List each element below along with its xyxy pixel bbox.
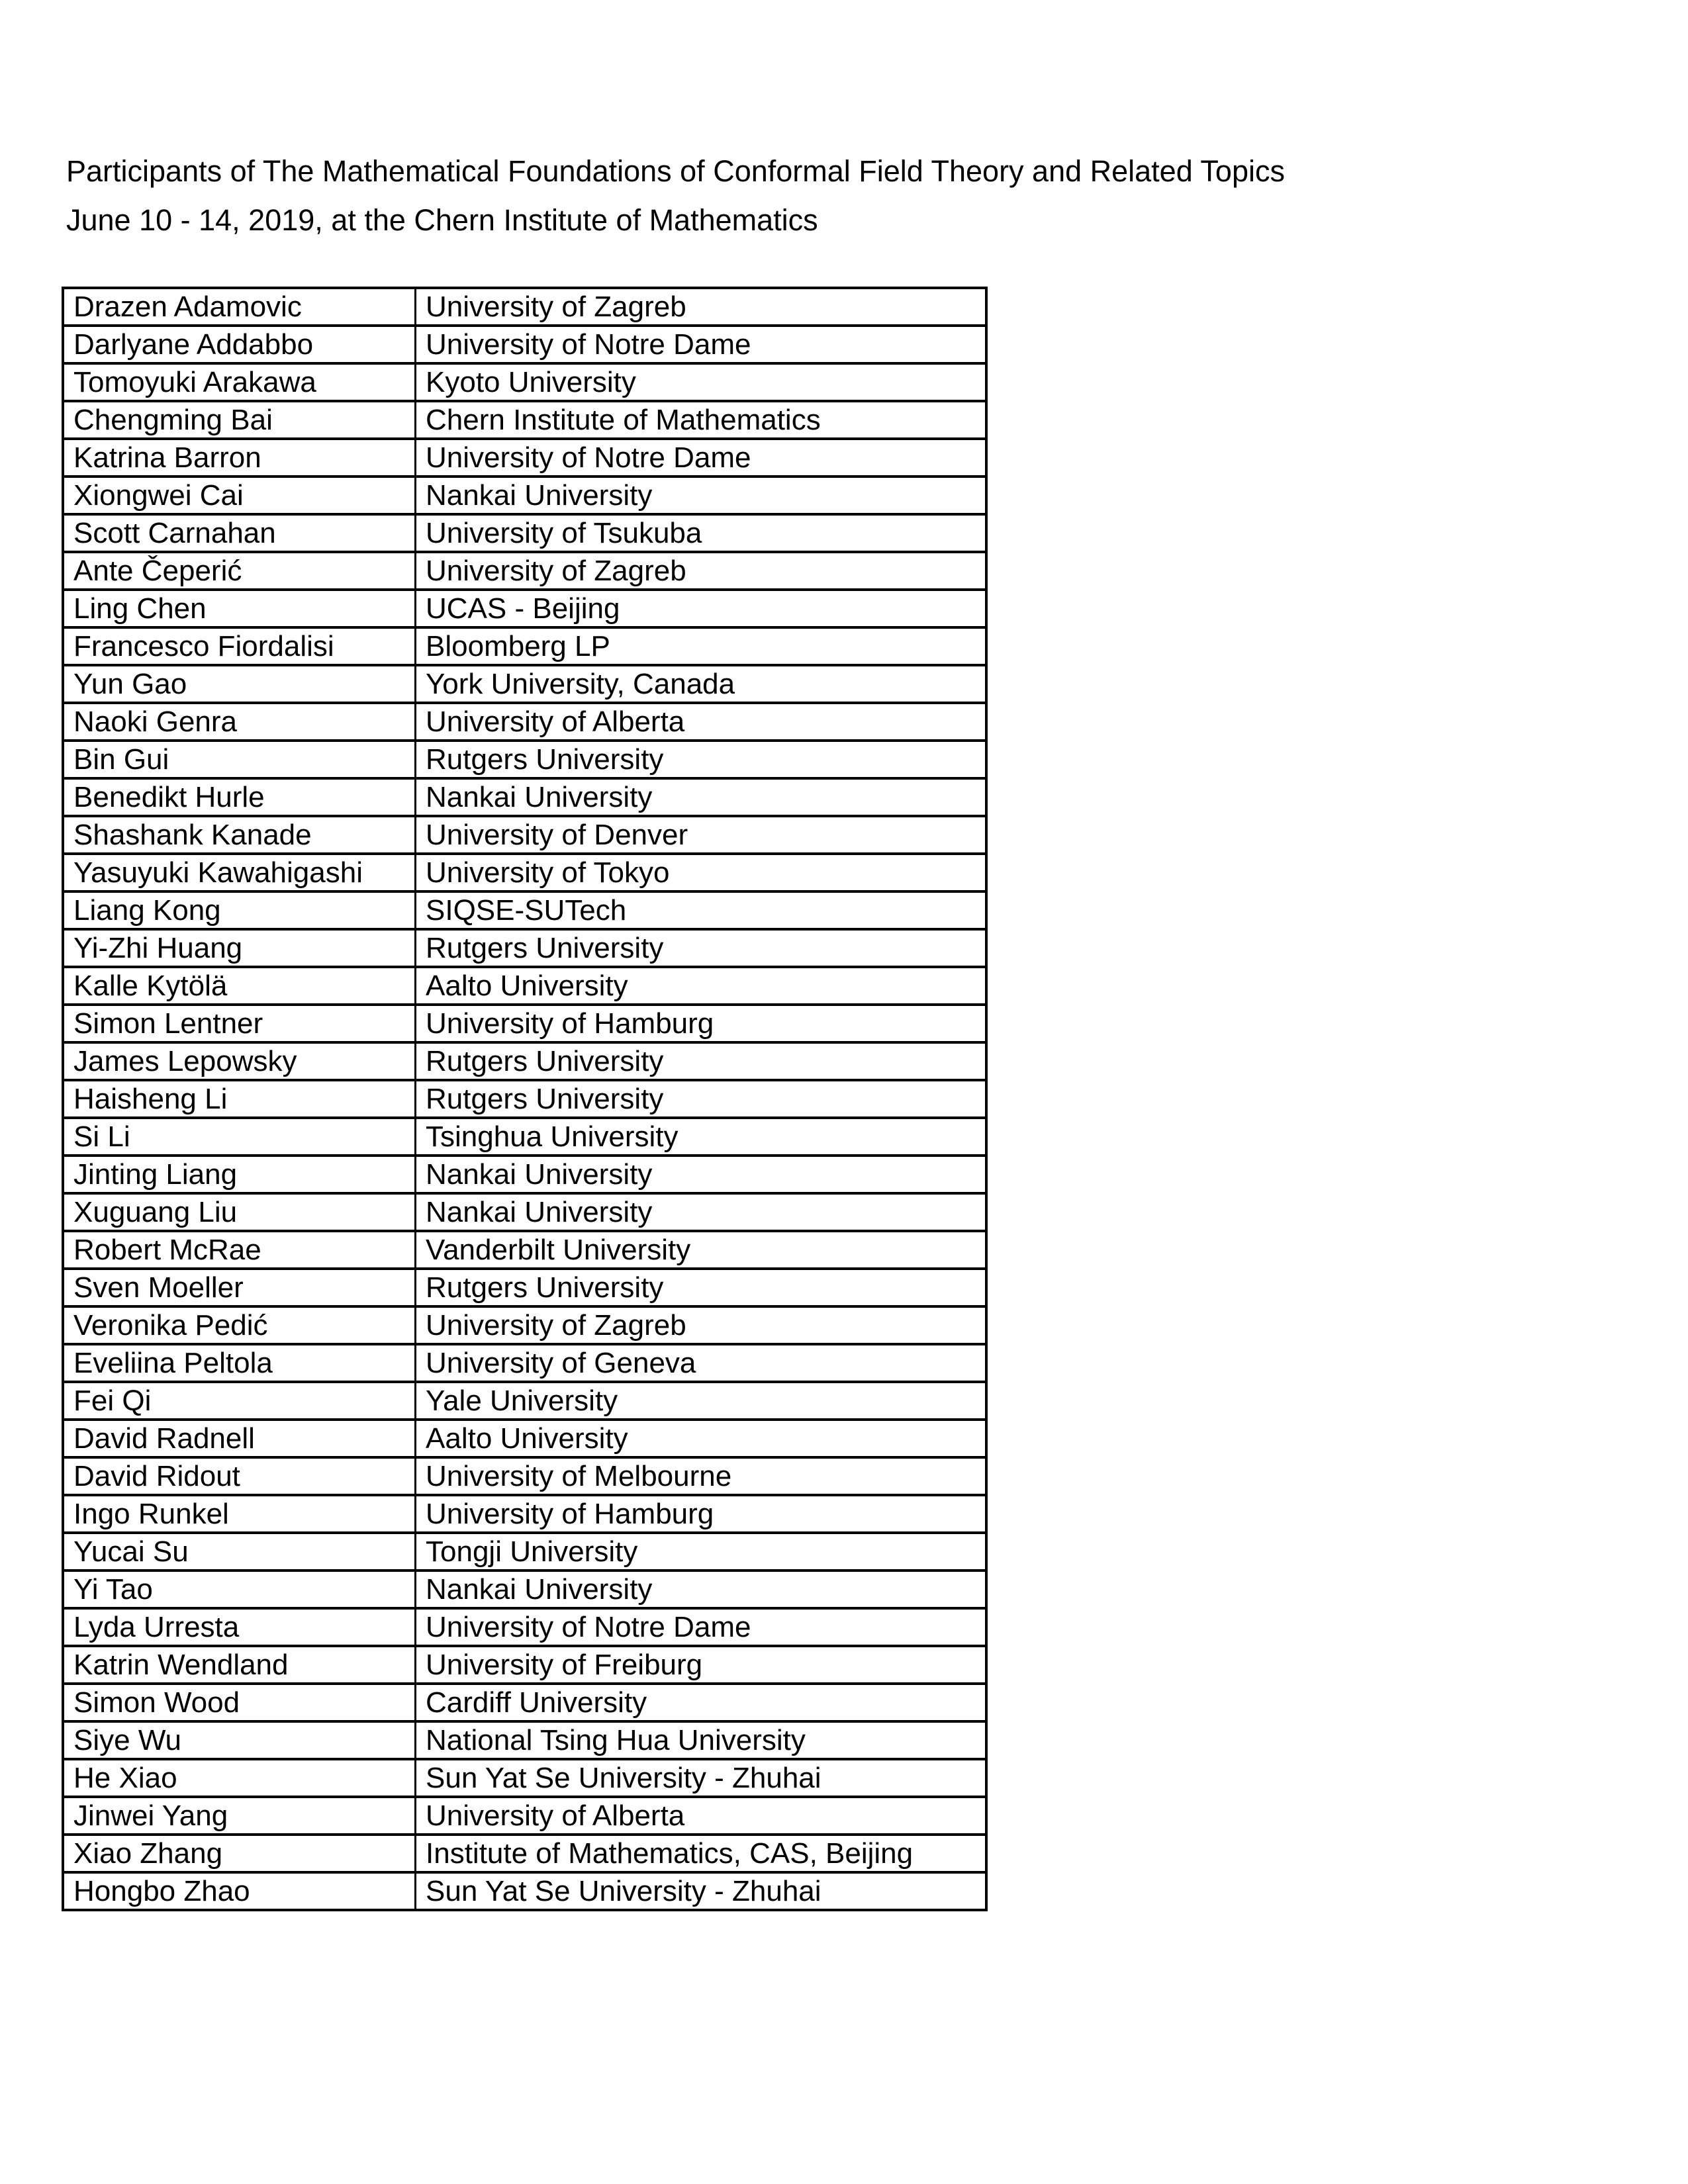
table-row [63, 514, 986, 552]
participant-name-cell: Ante Čeperić [63, 552, 416, 590]
table-row [63, 854, 986, 891]
table-row [63, 1005, 986, 1042]
table-row [63, 1193, 986, 1231]
participant-name-cell: Haisheng Li [63, 1080, 416, 1118]
table-row [63, 891, 986, 929]
participant-name-cell: Ingo Runkel [63, 1495, 416, 1533]
participant-affiliation-cell: UCAS - Beijing [416, 590, 987, 627]
participant-name-cell: Tomoyuki Arakawa [63, 363, 416, 401]
table-row [63, 288, 986, 326]
participant-name-cell: Yun Gao [63, 665, 416, 703]
participant-affiliation-cell: Rutgers University [416, 1042, 987, 1080]
participant-name-cell: Siye Wu [63, 1721, 416, 1759]
participant-name-cell: Robert McRae [63, 1231, 416, 1269]
participant-name-cell: Chengming Bai [63, 401, 416, 439]
table-row [63, 1646, 986, 1684]
table-row [63, 1042, 986, 1080]
participant-affiliation-cell: Sun Yat Se University - Zhuhai [416, 1759, 987, 1797]
participant-name-cell: Yucai Su [63, 1533, 416, 1570]
table-row [63, 1608, 986, 1646]
participant-name-cell: Xuguang Liu [63, 1193, 416, 1231]
table-row [63, 1835, 986, 1872]
participant-affiliation-cell: University of Zagreb [416, 288, 987, 326]
participant-name-cell: David Radnell [63, 1420, 416, 1457]
table-row [63, 439, 986, 477]
participant-name-cell: Yasuyuki Kawahigashi [63, 854, 416, 891]
participant-name-cell: Jinwei Yang [63, 1797, 416, 1835]
participant-affiliation-cell: Rutgers University [416, 929, 987, 967]
participant-name-cell: Sven Moeller [63, 1269, 416, 1306]
participant-affiliation-cell: University of Notre Dame [416, 326, 987, 363]
table-row [63, 627, 986, 665]
participant-name-cell: Hongbo Zhao [63, 1872, 416, 1910]
page-title [66, 147, 1285, 245]
participants-table-body [63, 288, 986, 1910]
table-row [63, 1080, 986, 1118]
participant-affiliation-cell: University of Freiburg [416, 1646, 987, 1684]
table-row [63, 1570, 986, 1608]
participant-name-cell: Katrin Wendland [63, 1646, 416, 1684]
table-row [63, 816, 986, 854]
participant-affiliation-cell: Rutgers University [416, 741, 987, 778]
participant-name-cell: He Xiao [63, 1759, 416, 1797]
participant-affiliation-cell: Aalto University [416, 967, 987, 1005]
participant-name-cell: Shashank Kanade [63, 816, 416, 854]
table-row [63, 1420, 986, 1457]
participant-affiliation-cell: Tongji University [416, 1533, 987, 1570]
participant-affiliation-cell: Institute of Mathematics, CAS, Beijing [416, 1835, 987, 1872]
participant-name-cell: Francesco Fiordalisi [63, 627, 416, 665]
participant-name-cell: Simon Lentner [63, 1005, 416, 1042]
participants-table [62, 287, 988, 1911]
participant-name-cell: James Lepowsky [63, 1042, 416, 1080]
participant-affiliation-cell: University of Zagreb [416, 552, 987, 590]
participant-name-cell: Scott Carnahan [63, 514, 416, 552]
table-row [63, 778, 986, 816]
participant-name-cell: Lyda Urresta [63, 1608, 416, 1646]
table-row [63, 1344, 986, 1382]
participant-name-cell: Fei Qi [63, 1382, 416, 1420]
participant-affiliation-cell: University of Notre Dame [416, 1608, 987, 1646]
table-row [63, 363, 986, 401]
participant-affiliation-cell: Nankai University [416, 1570, 987, 1608]
participant-affiliation-cell: York University, Canada [416, 665, 987, 703]
participant-name-cell: Benedikt Hurle [63, 778, 416, 816]
participant-name-cell: Kalle Kytölä [63, 967, 416, 1005]
participant-affiliation-cell: University of Tsukuba [416, 514, 987, 552]
table-row [63, 1533, 986, 1570]
table-row [63, 1872, 986, 1910]
participant-name-cell: Si Li [63, 1118, 416, 1156]
participant-name-cell: Darlyane Addabbo [63, 326, 416, 363]
participant-name-cell: Xiao Zhang [63, 1835, 416, 1872]
participant-affiliation-cell: Chern Institute of Mathematics [416, 401, 987, 439]
participant-affiliation-cell: Nankai University [416, 477, 987, 514]
table-row [63, 552, 986, 590]
table-row [63, 703, 986, 741]
participant-affiliation-cell: University of Alberta [416, 703, 987, 741]
table-row [63, 1495, 986, 1533]
participant-name-cell: Jinting Liang [63, 1156, 416, 1193]
table-row [63, 1231, 986, 1269]
participant-name-cell: Xiongwei Cai [63, 477, 416, 514]
participant-affiliation-cell: Aalto University [416, 1420, 987, 1457]
participant-name-cell: Katrina Barron [63, 439, 416, 477]
participant-affiliation-cell: Tsinghua University [416, 1118, 987, 1156]
participant-name-cell: Yi-Zhi Huang [63, 929, 416, 967]
participant-affiliation-cell: SIQSE-SUTech [416, 891, 987, 929]
table-row [63, 401, 986, 439]
participant-affiliation-cell: Nankai University [416, 1193, 987, 1231]
participant-affiliation-cell: University of Zagreb [416, 1306, 987, 1344]
table-row [63, 1457, 986, 1495]
participant-name-cell: Bin Gui [63, 741, 416, 778]
table-row [63, 1759, 986, 1797]
page-title-line1: Participants of The Mathematical Foundations of Conformal Field Theory and Related Topics [66, 154, 1285, 188]
participant-affiliation-cell: University of Hamburg [416, 1495, 987, 1533]
participant-affiliation-cell: Sun Yat Se University - Zhuhai [416, 1872, 987, 1910]
participant-affiliation-cell: Rutgers University [416, 1080, 987, 1118]
table-row [63, 590, 986, 627]
table-row [63, 1684, 986, 1721]
participant-affiliation-cell: National Tsing Hua University [416, 1721, 987, 1759]
participant-affiliation-cell: University of Melbourne [416, 1457, 987, 1495]
participant-affiliation-cell: Nankai University [416, 778, 987, 816]
table-row [63, 1721, 986, 1759]
participant-affiliation-cell: University of Geneva [416, 1344, 987, 1382]
participant-name-cell: Veronika Pedić [63, 1306, 416, 1344]
participant-affiliation-cell: Bloomberg LP [416, 627, 987, 665]
table-row [63, 1797, 986, 1835]
participant-affiliation-cell: University of Notre Dame [416, 439, 987, 477]
table-row [63, 1156, 986, 1193]
table-row [63, 741, 986, 778]
participant-affiliation-cell: University of Denver [416, 816, 987, 854]
participant-name-cell: Simon Wood [63, 1684, 416, 1721]
table-row [63, 1306, 986, 1344]
participant-name-cell: Yi Tao [63, 1570, 416, 1608]
participant-name-cell: Ling Chen [63, 590, 416, 627]
participant-name-cell: Naoki Genra [63, 703, 416, 741]
participant-affiliation-cell: Cardiff University [416, 1684, 987, 1721]
table-row [63, 665, 986, 703]
page-title-line2: June 10 - 14, 2019, at the Chern Institute of Mathematics [66, 203, 818, 237]
participant-affiliation-cell: Nankai University [416, 1156, 987, 1193]
participant-affiliation-cell: Vanderbilt University [416, 1231, 987, 1269]
participant-affiliation-cell: University of Hamburg [416, 1005, 987, 1042]
participant-affiliation-cell: Rutgers University [416, 1269, 987, 1306]
participant-affiliation-cell: Kyoto University [416, 363, 987, 401]
table-row [63, 1269, 986, 1306]
table-row [63, 1382, 986, 1420]
participant-affiliation-cell: University of Tokyo [416, 854, 987, 891]
table-row [63, 326, 986, 363]
table-row [63, 967, 986, 1005]
participant-name-cell: Eveliina Peltola [63, 1344, 416, 1382]
table-row [63, 929, 986, 967]
participant-name-cell: Liang Kong [63, 891, 416, 929]
participant-affiliation-cell: University of Alberta [416, 1797, 987, 1835]
participant-name-cell: David Ridout [63, 1457, 416, 1495]
table-row [63, 477, 986, 514]
participant-name-cell: Drazen Adamovic [63, 288, 416, 326]
participant-affiliation-cell: Yale University [416, 1382, 987, 1420]
table-row [63, 1118, 986, 1156]
